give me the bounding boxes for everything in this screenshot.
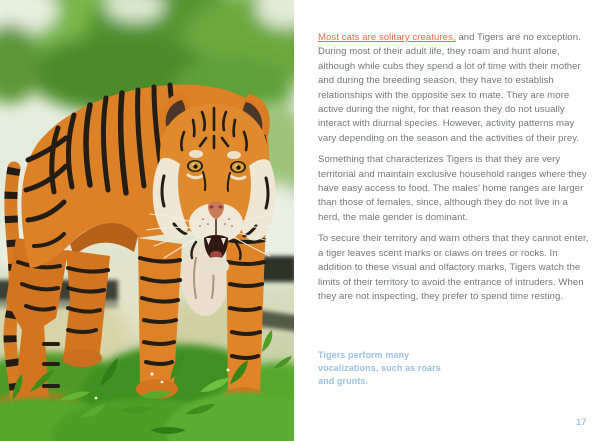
page-number: 17 [576,417,587,428]
tiger-photo [0,0,294,441]
photo-caption: Tigers perform many vocalizations, such as roars and grunts. [318,350,441,386]
solitary-creatures-link[interactable]: Most cats are solitary creatures, [318,32,456,43]
article-text [318,31,590,311]
tiger-photo-illustration [0,0,294,441]
paragraph-3: To secure their territory and warn others that they cannot enter, a tiger leaves scent marks or claws on trees or rocks. In addition to these visual and olfactory marks, Tigers watch the limits of their territory to avoid the entrance of intruders. When they are not inspecting, they prefer to spend time resting. [318,233,589,302]
paragraph-2: Something that characterizes Tigers is that they are very territorial and maintain exclusive household ranges where they have easy access to food. The males' home ranges are larger than those of females, since, although they do not live in a herd, the male gender is dominant. [318,154,587,223]
paragraph-1 [318,31,590,146]
paragraph-1-text: and Tigers are no exception. During most of their adult life, they roam and hunt alone, although while cubs they spend a lot of time with their mother and during the breeding season, they have to establish relationships with the opposite sex to mate. They are more active during the night, for that reason they do not usually interact with diurnal species. However, activity patterns may vary depending on the season and the activities of their prey. [318,32,581,144]
